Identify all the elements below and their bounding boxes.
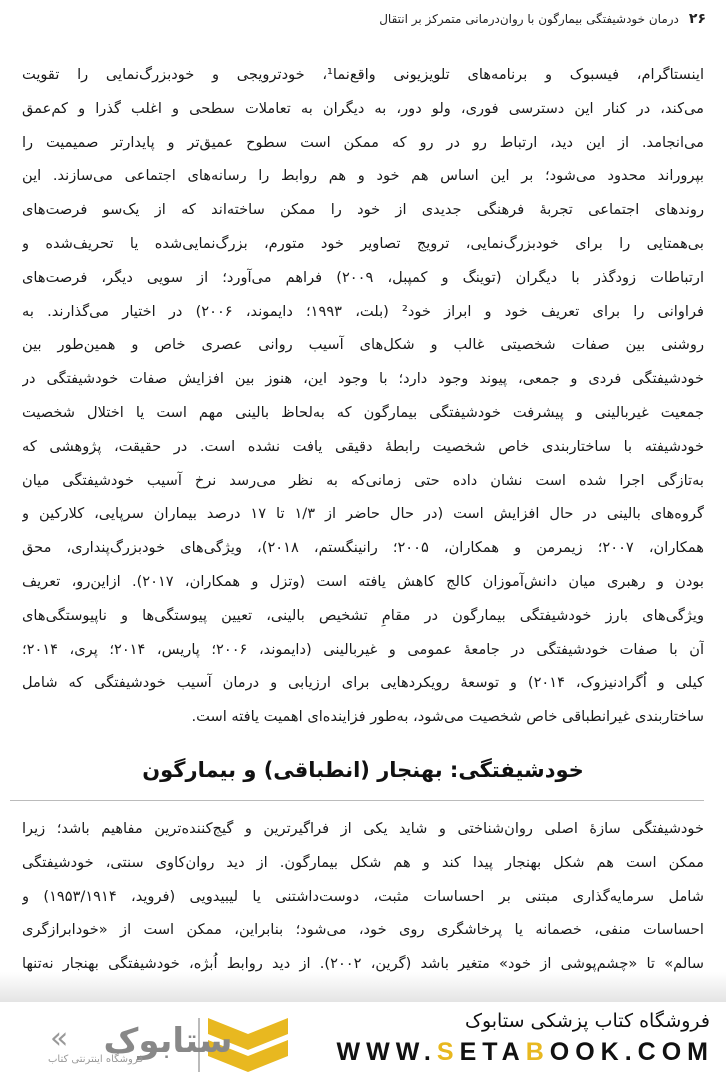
url-part: WWW.	[336, 1038, 437, 1066]
logo-text: ستابوک	[103, 1021, 233, 1061]
text-line: شامل سرمایه‌گذاری مبتنی بر احساسات مثبت، دوست‌داشتنی یا لیبیدویی (فروید، ۱۹۵۳/۱۹۱۴) و	[22, 887, 704, 905]
url-part: OOK.COM	[549, 1038, 714, 1066]
text-line: احساسات منفی، خصمانه یا پرخاشگری روی خود، می‌شود؛ بنابراین، ممکن است از «خودابرازگری	[22, 921, 704, 939]
paragraph-1	[22, 58, 704, 734]
text-line: سالم» تا «چشم‌پوشی از خود» متغیر باشد (گرین، ۲۰۰۲). از دید روابط اُبژه، خودشیفتگی بهنجار نه‌تنها	[22, 955, 704, 973]
text-line: ویژگی‌های بارز خودشیفتگی بیمارگون در مقامِ تشخیص بالینی، تعیین پیوستگی‌ها و ناپیوستگی‌های	[22, 606, 704, 624]
running-title: درمان خودشیفتگی بیمارگون با روان‌درمانی متمرکز بر انتقال	[379, 12, 679, 26]
text-line: گروه‌های بالینی در حال افزایش است (در حال حاضر از ۱/۳ تا ۱۷ درصد بیماران سرپایی، کلارکین و	[22, 505, 704, 523]
text-line: خودشیفته با ساختاربندی خاص شخصیت رابطهٔ دقیقی یافت نشده است. در حقیقت، پژوهشی که	[22, 437, 704, 455]
text-line: روندهای اجتماعی تجربهٔ فرهنگی جدیدی از خود را ممکن ساخته‌اند که از یک‌سو فرصت‌های	[22, 201, 704, 219]
text-line: می‌کند، در کنار این دسترسی فوری، ولو دور، به دیگران به تعاملات سطحی و اغلب گذرا و کم‌عمق	[22, 99, 704, 117]
text-line: آن با صفات خودشیفتگی در جامعهٔ عمومی و غیربالینی (دایموند، ۲۰۰۶؛ پاریس، ۲۰۱۴؛ پری، ۲۰۱۴؛	[22, 640, 704, 658]
store-url[interactable]	[337, 1038, 714, 1067]
paragraph-2	[22, 812, 704, 981]
footer-banner	[0, 1002, 726, 1079]
text-line: بپروراند محدود می‌شود؛ بر این اساس هم خود و هم روابط را رسانه‌های اجتماعی می‌سازند. این	[22, 167, 704, 185]
text-line: ساختاربندی غیرانطباقی خاص شخصیت می‌شود، به‌طور فزاینده‌ای اهمیت یافته است.	[191, 708, 704, 726]
text-line: خودشیفتگی فردی و جمعی، پیوند وجود دارد؛ با وجود این، هنوز بین افزایش صفات خودشیفتگی در	[22, 370, 704, 388]
text-line: بودن و رهبری میان دانش‌آموزان کالج کاهش یافته است (وتزل و همکاران، ۲۰۱۷). ازاین‌رو، تعریف	[22, 572, 704, 590]
url-part: ETA	[459, 1038, 526, 1066]
text-line: همکاران، ۲۰۰۷؛ زیمرمن و همکاران، ۲۰۰۵؛ رانینگستم، ۲۰۱۸)، ویژگی‌های خودبزرگ‌پنداری، محق	[22, 539, 704, 557]
text-line: فراوانی را برای تعریف خود و ابراز خود² (بلت، ۱۹۹۳؛ دایموند، ۲۰۰۶) در اختیار می‌گذارند. به	[22, 302, 704, 320]
text-line: ممکن است هم شکل بهنجار پیدا کند و هم شکل بیمارگون. از دید روان‌کاوی سنتی، خودشیفتگی	[22, 853, 704, 871]
text-line: ارتباطات زودگذر با دیگران (توینگ و کمپبل، ۲۰۰۹) فراهم می‌آورد؛ از سویی دیگر، فرصت‌های	[22, 268, 704, 286]
text-line: اینستاگرام، فیسبوک و برنامه‌های تلویزیونی واقع‌نما¹، خودترویجی و خودبزرگ‌نمایی را تقویت	[22, 66, 704, 83]
text-line: خودشیفتگی سازهٔ اصلی روان‌شناختی و شاید یکی از فراگیرترین و گیج‌کننده‌ترین مفاهیم باشد؛ زیرا	[22, 820, 704, 837]
url-part-accent: S	[436, 1038, 460, 1066]
url-part-accent: B	[525, 1038, 550, 1066]
setabook-logo	[28, 1012, 288, 1076]
text-line: می‌انجامد. از این دید، ارتباط رو در رو که ممکن است سطوح عمیق‌تر و پایدارتر صمیمیت را	[22, 133, 704, 151]
text-line: جمعیت غیربالینی و پیشرفت خودشیفتگی بیمارگون که به‌لحاظ بالینی مهم است یا اختلال شخصیت	[22, 403, 704, 421]
svg-text:«: «	[50, 1021, 69, 1056]
store-name: فروشگاه کتاب پزشکی ستابوک	[464, 1010, 710, 1032]
logo-caption: فروشگاه اینترنتی کتاب	[48, 1054, 144, 1065]
text-line: به‌تازگی اجرا شده است نشان داده حتی زمانی‌که به نظر می‌رسد نرخ آسیب خودشیفتگی میان	[22, 471, 704, 489]
page-number: ۲۶	[688, 11, 706, 27]
text-line: کیلی و اُگرادنیزوک، ۲۰۱۴) و توسعهٔ رویکردهایی برای ارزیابی و درمان آسیب خودشیفتگی که شامل	[22, 674, 704, 692]
running-header	[20, 8, 706, 30]
text-line: روشنی بین صفات شخصیتی غالب و شکل‌های آسیب روانی عصری خاص و همین‌طور بین	[22, 336, 704, 354]
text-line: بی‌همتایی را برای خودبزرگ‌نمایی، ترویج تصاویر خود متورم، بزرگ‌نمایی‌شده یا تحریف‌شده و	[22, 234, 704, 252]
section-heading: خودشیفتگی: بهنجار (انطباقی) و بیمارگون	[142, 758, 584, 782]
heading-divider	[10, 800, 704, 801]
